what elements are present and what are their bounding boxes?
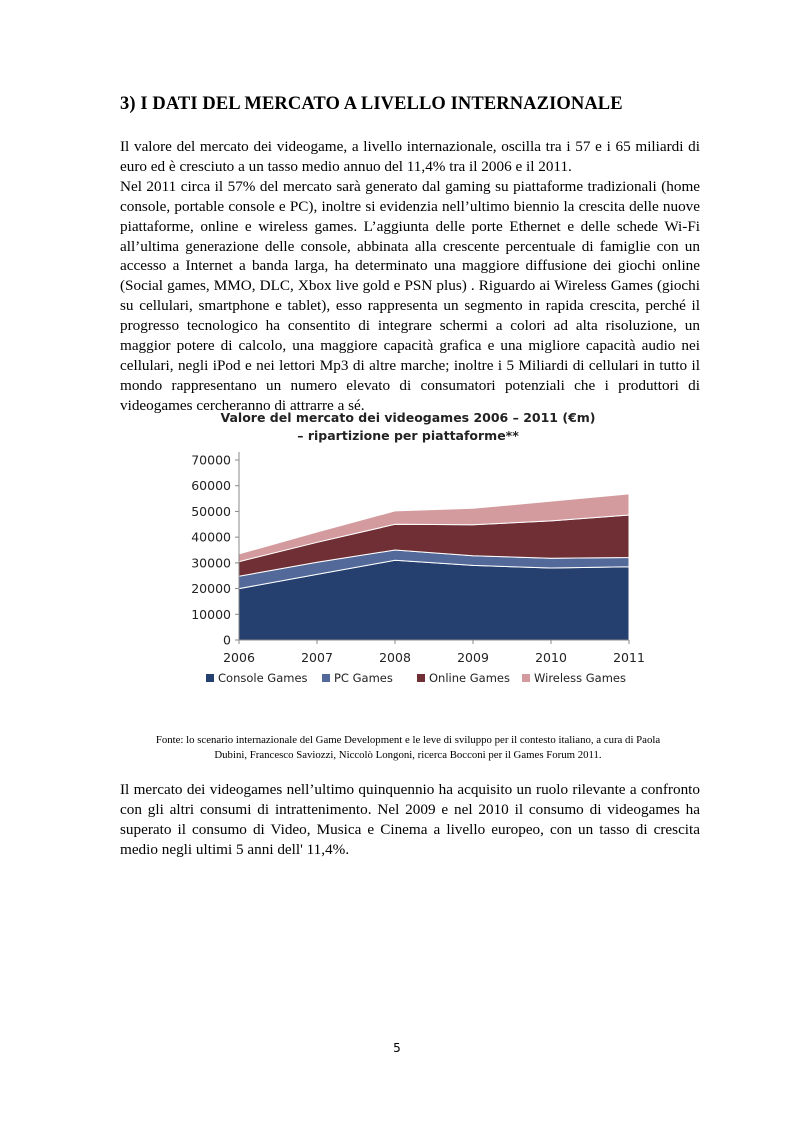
section-heading: 3) I DATI DEL MERCATO A LIVELLO INTERNAZIONALE [120, 94, 623, 114]
x-tick-label: 2006 [223, 650, 255, 665]
x-tick-label: 2011 [613, 650, 645, 665]
y-tick-label: 60000 [191, 478, 231, 494]
chart-source-note [118, 733, 698, 763]
y-tick-label: 20000 [191, 581, 231, 597]
legend-label-wireless-games: Wireless Games [534, 671, 626, 685]
x-tick-label: 2008 [379, 650, 411, 665]
market-chart [168, 402, 648, 702]
legend-label-console-games: Console Games [218, 671, 308, 685]
source-line: Dubini, Francesco Saviozzi, Niccolò Longoni, ricerca Bocconi per il Games Forum 2011. [214, 749, 602, 761]
chart-subtitle: – ripartizione per piattaforme** [297, 428, 519, 443]
legend-label-pc-games: PC Games [334, 671, 393, 685]
x-tick-label: 2009 [457, 650, 489, 665]
paragraph: Nel 2011 circa il 57% del mercato sarà generato dal gaming su piattaforme tradizionali (home console, portable console e PC), inoltre si evidenzia nell’ultimo biennio la crescita delle nuove piattaforme, online e wireless games. L’aggiunta delle porte Ethernet e delle schede Wi-Fi all’ultima generazione delle console, abbinata alla crescente percentuale di famiglie con un accesso a Internet a banda larga, ha determinato una maggiore diffusione dei giochi online (Social games, MMO, DLC, Xbox live gold e PSN plus) . Riguardo ai Wireless Games (giochi su cellulari, smartphone e tablet), esso rappresenta un segmento in rapida crescita, perché il progresso tecnologico ha consentito di integrare schermi a colori ad alta risoluzione, un maggior potere di calcolo, una maggiore capacità grafica e una migliore capacità audio nei cellulari, negli iPod e nei lettori Mp3 di altre marche; inoltre i 5 Miliardi di cellulari in tutto il mondo rappresentano un numero elevato di consumatori potenziali che i produttori di videogames cercheranno di attrarre a sé. [120, 177, 700, 414]
legend-swatch-console-games [206, 674, 214, 682]
y-tick-label: 40000 [191, 529, 231, 545]
intro-text [120, 137, 700, 416]
chart-canvas [168, 402, 648, 702]
y-tick-label: 50000 [191, 503, 231, 519]
page-number: 5 [393, 1041, 401, 1055]
legend-swatch-pc-games [322, 674, 330, 682]
y-tick-label: 70000 [191, 452, 231, 468]
x-tick-label: 2007 [301, 650, 333, 665]
source-line: Fonte: lo scenario internazionale del Game Development e le leve di sviluppo per il contesto italiano, a cura di Paola [155, 734, 661, 746]
y-tick-label: 30000 [191, 555, 231, 571]
legend-swatch-online-games [417, 674, 425, 682]
y-tick-label: 0 [223, 632, 231, 648]
y-tick-label: 10000 [191, 606, 231, 622]
outro-paragraph: Il mercato dei videogames nell’ultimo quinquennio ha acquisito un ruolo rilevante a confronto con gli altri consumi di intrattenimento. Nel 2009 e nel 2010 il consumo di videogames ha superato il consumo di Video, Musica e Cinema a livello europeo, con un tasso di crescita medio negli ultimi 5 anni dell' 11,4%. [120, 781, 700, 858]
chart-title: Valore del mercato dei videogames 2006 – 2011 (€m) [220, 410, 596, 425]
legend-swatch-wireless-games [522, 674, 530, 682]
x-tick-label: 2010 [535, 650, 567, 665]
paragraph: Il valore del mercato dei videogame, a livello internazionale, oscilla tra i 57 e i 65 miliardi di euro ed è cresciuto a un tasso medio annuo del 11,4% tra il 2006 e il 2011. [120, 138, 700, 175]
legend-label-online-games: Online Games [429, 671, 510, 685]
